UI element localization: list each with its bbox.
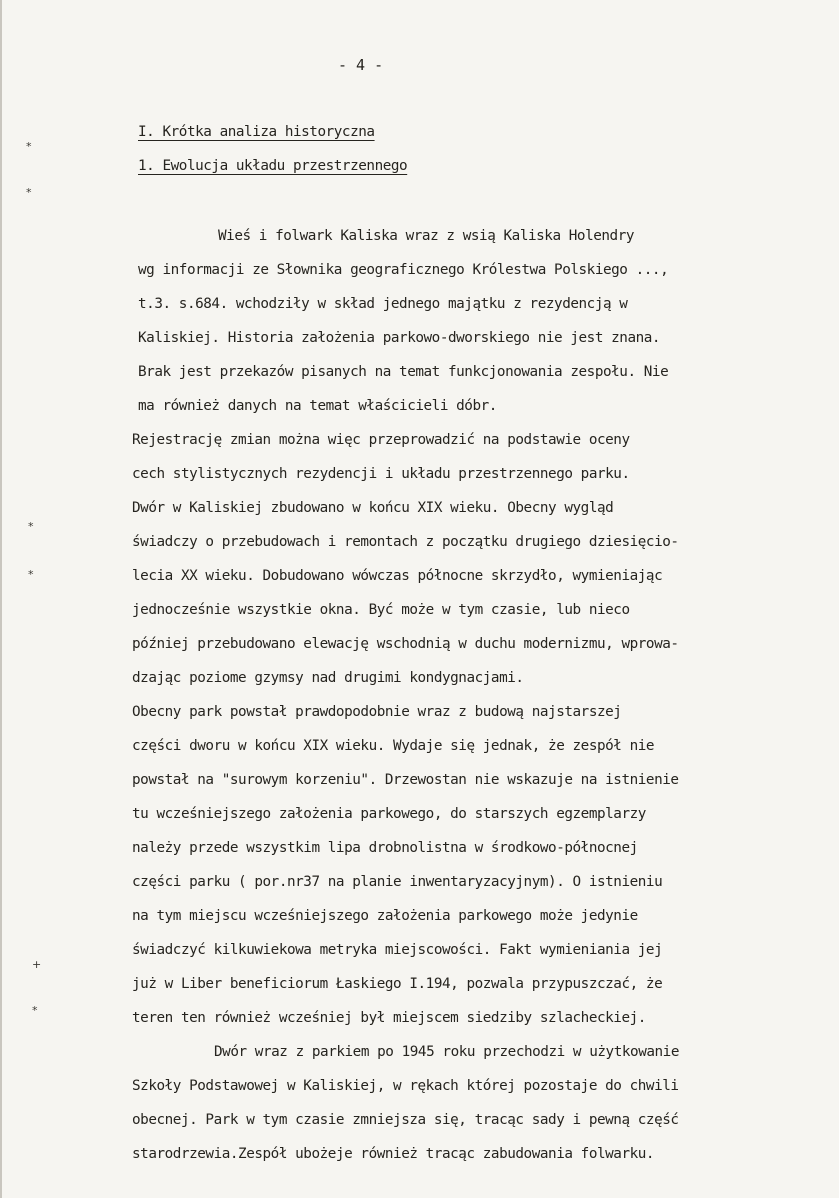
body-line: powstał na "surowym korzeniu". Drzewostan nie wskazuje na istnienie [132,772,679,788]
body-line: już w Liber beneficiorum Łaskiego I.194, pozwala przypuszczać, że [132,976,663,992]
body-line: obecnej. Park w tym czasie zmniejsza się, tracąc sady i pewną część [132,1112,679,1128]
body-line: później przebudowano elewację wschodnią w duchu modernizmu, wprowa- [132,636,679,652]
body-line: wg informacji ze Słownika geograficznego Królestwa Polskiego ..., [138,262,669,278]
body-line: na tym miejscu wcześniejszego założenia parkowego może jedynie [132,908,638,924]
body-line: teren ten również wcześniej był miejscem siedziby szlacheckiej. [132,1010,646,1026]
body-line: części parku ( por.nr37 na planie inwentaryzacyjnym). O istnieniu [132,874,663,890]
margin-mark: * [28,520,34,533]
body-line: starodrzewia.Zespół ubożeje również tracąc zabudowania folwarku. [132,1146,655,1162]
subsection-heading: 1. Ewolucja układu przestrzennego [138,158,408,174]
body-line: jednocześnie wszystkie okna. Być może w tym czasie, lub nieco [132,602,630,618]
body-line: Wieś i folwark Kaliska wraz z wsią Kaliska Holendry [218,228,635,244]
margin-mark: * [32,1004,38,1017]
body-line: Dwór wraz z parkiem po 1945 roku przechodzi w użytkowanie [214,1044,679,1060]
body-line: części dworu w końcu XIX wieku. Wydaje się jednak, że zespół nie [132,738,655,754]
page-number: - 4 - [338,56,384,74]
body-line: Brak jest przekazów pisanych na temat funkcjonowania zespołu. Nie [138,364,669,380]
body-line: ma również danych na temat właścicieli dóbr. [138,398,497,414]
body-line: tu wcześniejszego założenia parkowego, do starszych egzemplarzy [132,806,646,822]
body-line: Obecny park powstał prawdopodobnie wraz z budową najstarszej [132,704,622,720]
body-line: świadczyć kilkuwiekowa metryka miejscowości. Fakt wymieniania jej [132,942,663,958]
margin-mark: * [28,568,34,581]
section-heading: I. Krótka analiza historyczna [138,124,375,140]
margin-mark: * [26,140,32,153]
body-line: Dwór w Kaliskiej zbudowano w końcu XIX wieku. Obecny wygląd [132,500,614,516]
body-line: t.3. s.684. wchodziły w skład jednego majątku z rezydencją w [138,296,628,312]
margin-mark: * [26,186,32,199]
body-line: lecia XX wieku. Dobudowano wówczas północne skrzydło, wymieniając [132,568,663,584]
body-line: należy przede wszystkim lipa drobnolistna w środkowo-północnej [132,840,638,856]
body-line: cech stylistycznych rezydencji i układu przestrzennego parku. [132,466,630,482]
body-line: Kaliskiej. Historia założenia parkowo-dworskiego nie jest znana. [138,330,661,346]
body-line: świadczy o przebudowach i remontach z początku drugiego dziesięciо- [132,534,679,550]
body-line: Rejestrację zmian można więc przeprowadzić na podstawie oceny [132,432,630,448]
body-line: dzając poziome gzymsy nad drugimi kondygnacjami. [132,670,524,686]
body-line: Szkoły Podstawowej w Kaliskiej, w rękach której pozostaje do chwili [132,1078,679,1094]
margin-mark: + [32,958,42,971]
